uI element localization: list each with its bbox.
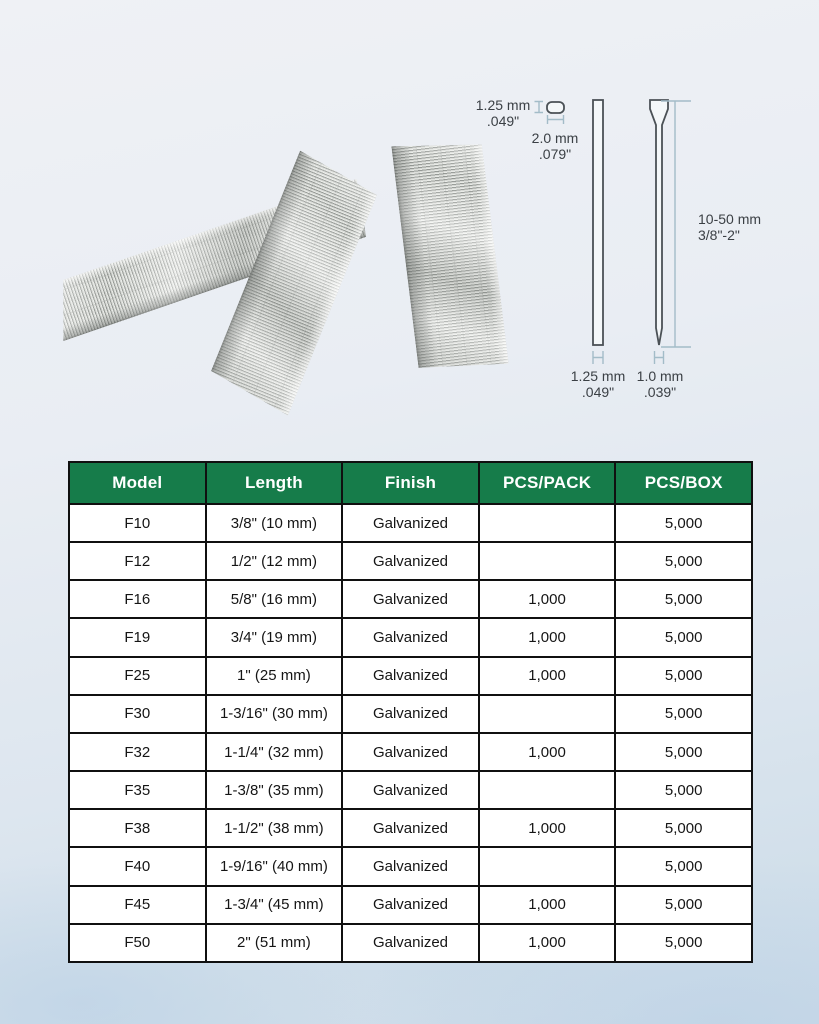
cell-pcs-pack: 1,000 [479,618,616,656]
cell-pcs-pack [479,542,616,580]
cell-pcs-pack: 1,000 [479,924,616,962]
label-length-range-mm: 10-50 mm [698,211,762,227]
cell-finish: Galvanized [342,771,479,809]
label-front-diameter-in: .049" [581,384,615,401]
cell-pcs-box: 5,000 [615,542,752,580]
cell-length: 1-3/4" (45 mm) [206,886,343,924]
cell-length: 1/2" (12 mm) [206,542,343,580]
cell-finish: Galvanized [342,809,479,847]
table-row [69,542,752,580]
cell-pcs-box: 5,000 [615,504,752,542]
cell-length: 3/8" (10 mm) [206,504,343,542]
cell-pcs-box: 5,000 [615,809,752,847]
table-row [69,924,752,962]
front-diameter-marker [593,351,603,364]
label-head-height-mm: 1.25 mm [475,97,531,113]
cell-length: 1-3/16" (30 mm) [206,695,343,733]
cell-model: F12 [69,542,206,580]
cell-finish: Galvanized [342,580,479,618]
cell-model: F50 [69,924,206,962]
cell-pcs-box: 5,000 [615,657,752,695]
cell-pcs-box: 5,000 [615,771,752,809]
header-row [69,462,752,504]
table-row [69,886,752,924]
column-header-model: Model [69,462,206,504]
spec-table-body [69,504,752,962]
column-header-finish: Finish [342,462,479,504]
head-cross-section-oval [547,102,564,113]
cell-length: 2" (51 mm) [206,924,343,962]
cell-length: 1-1/4" (32 mm) [206,733,343,771]
cell-length: 3/4" (19 mm) [206,618,343,656]
label-front-diameter-mm: 1.25 mm [570,368,626,384]
table-row [69,809,752,847]
label-length-range [698,211,793,243]
cell-model: F30 [69,695,206,733]
label-side-diameter-mm: 1.0 mm [636,368,684,384]
cell-length: 1-1/2" (38 mm) [206,809,343,847]
nail-front-view [593,100,603,345]
cell-model: F45 [69,886,206,924]
cell-model: F32 [69,733,206,771]
label-front-diameter [564,368,632,400]
cell-finish: Galvanized [342,504,479,542]
cell-finish: Galvanized [342,657,479,695]
cell-pcs-pack [479,695,616,733]
cell-finish: Galvanized [342,886,479,924]
cell-length: 1-3/8" (35 mm) [206,771,343,809]
spec-table-header [69,462,752,504]
cell-pcs-pack [479,504,616,542]
column-header-pcs-box: PCS/BOX [615,462,752,504]
head-height-marker [535,102,544,113]
cell-finish: Galvanized [342,924,479,962]
cell-pcs-pack: 1,000 [479,809,616,847]
cell-model: F40 [69,847,206,885]
table-row [69,657,752,695]
label-side-diameter [626,368,694,400]
length-dimension-line [661,101,691,347]
side-diameter-marker [655,351,664,364]
spec-table [68,461,753,963]
table-row [69,580,752,618]
label-length-range-in: 3/8"-2" [698,227,740,244]
cell-model: F19 [69,618,206,656]
label-head-width [522,130,588,162]
cell-pcs-box: 5,000 [615,847,752,885]
cell-pcs-box: 5,000 [615,580,752,618]
cell-finish: Galvanized [342,695,479,733]
table-row [69,847,752,885]
nail-dimension-diagram [470,85,815,420]
cell-model: F35 [69,771,206,809]
cell-model: F16 [69,580,206,618]
label-head-width-mm: 2.0 mm [531,130,579,146]
table-row [69,771,752,809]
nail-strip-middle [206,151,381,416]
cell-pcs-pack: 1,000 [479,657,616,695]
cell-pcs-box: 5,000 [615,695,752,733]
cell-finish: Galvanized [342,542,479,580]
table-row [69,695,752,733]
head-width-marker [548,115,564,124]
cell-model: F10 [69,504,206,542]
table-row [69,733,752,771]
cell-pcs-box: 5,000 [615,886,752,924]
column-header-pcs-pack: PCS/PACK [479,462,616,504]
cell-length: 5/8" (16 mm) [206,580,343,618]
cell-pcs-pack: 1,000 [479,580,616,618]
table-row [69,618,752,656]
nail-side-view [650,100,668,345]
cell-pcs-pack: 1,000 [479,886,616,924]
cell-pcs-pack: 1,000 [479,733,616,771]
cell-length: 1-9/16" (40 mm) [206,847,343,885]
label-side-diameter-in: .039" [643,384,677,401]
cell-pcs-box: 5,000 [615,733,752,771]
cell-pcs-box: 5,000 [615,924,752,962]
cell-finish: Galvanized [342,618,479,656]
cell-length: 1" (25 mm) [206,657,343,695]
cell-model: F25 [69,657,206,695]
column-header-length: Length [206,462,343,504]
cell-pcs-pack [479,771,616,809]
label-head-height [472,97,534,129]
cell-finish: Galvanized [342,733,479,771]
label-head-width-in: .079" [538,146,572,163]
cell-model: F38 [69,809,206,847]
cell-pcs-box: 5,000 [615,618,752,656]
label-head-height-in: .049" [486,113,520,130]
cell-finish: Galvanized [342,847,479,885]
table-row [69,504,752,542]
cell-pcs-pack [479,847,616,885]
